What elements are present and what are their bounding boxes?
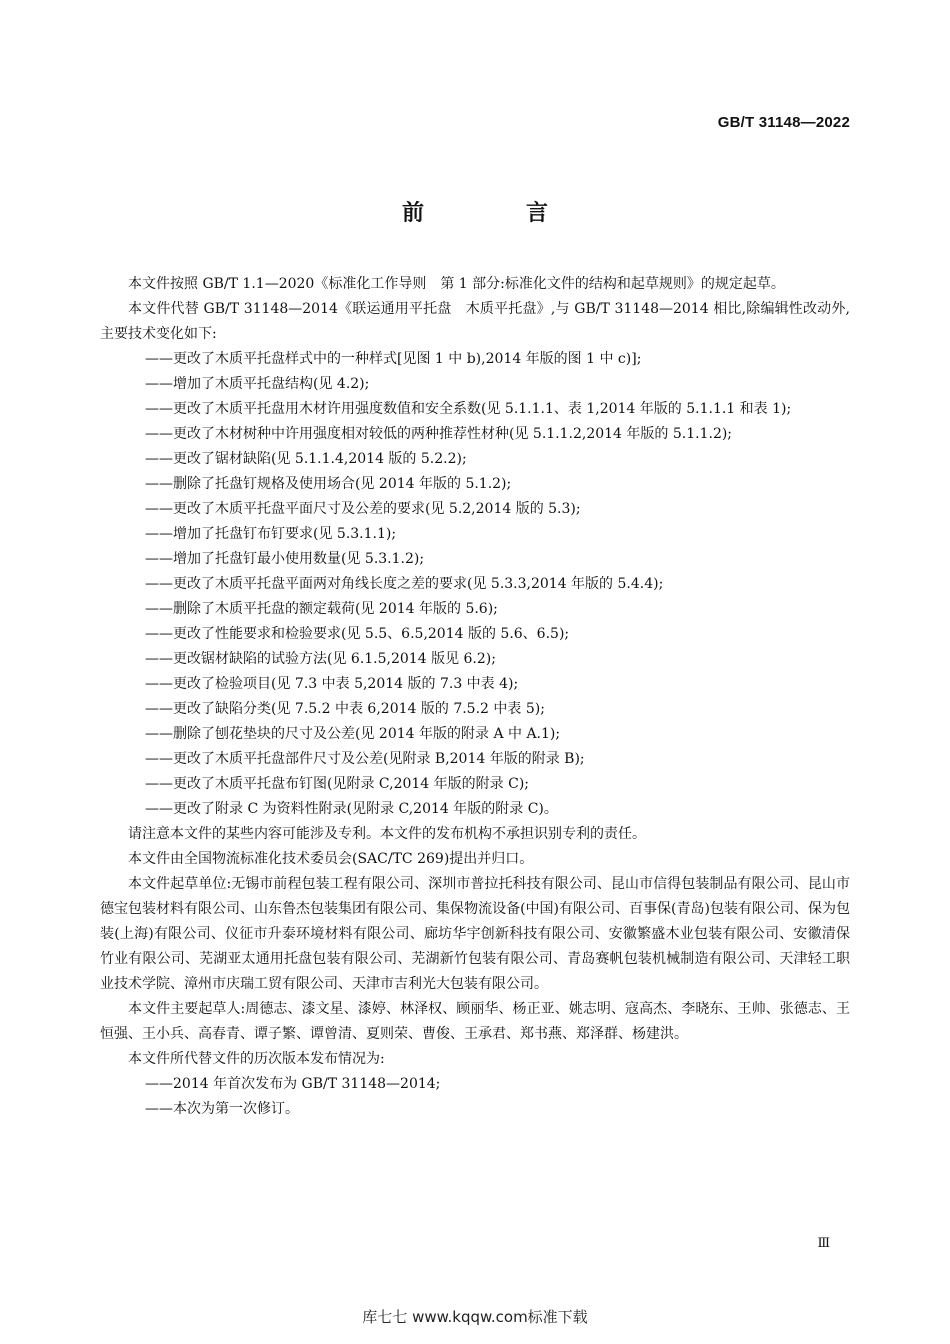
- list-item: ——更改了性能要求和检验要求(见 5.5、6.5,2014 版的 5.6、6.5);: [145, 626, 570, 642]
- paragraph: 本文件起草单位:无锡市前程包装工程有限公司、深圳市普拉托科技有限公司、昆山市信得包装制品有限公司、昆山市德宝包装材料有限公司、山东鲁杰包装集团有限公司、集保物流设备(中国)有限公司、百事保(青岛)包装有限公司、保为包装(上海)有限公司、仪征市升泰环境材料有限公司、廊坊华宇创新科技有限公司、安徽繁盛木业包装有限公司、安徽清保竹业有限公司、芜湖亚太通用托盘包装有限公司、芜湖新竹包装有限公司、青岛赛帆包装机械制造有限公司、天津轻工职业技术学院、漳州市庆瑞工贸有限公司、天津市吉利光大包装有限公司。: [100, 876, 850, 992]
- list-item: ——更改了木质平托盘平面两对角线长度之差的要求(见 5.3.3,2014 年版的 5.4.4);: [145, 576, 664, 592]
- list-item: ——2014 年首次发布为 GB/T 31148—2014;: [145, 1076, 441, 1092]
- list-item: ——更改了附录 C 为资料性附录(见附录 C,2014 年版的附录 C)。: [145, 801, 558, 817]
- paragraph: 请注意本文件的某些内容可能涉及专利。本文件的发布机构不承担识别专利的责任。: [128, 826, 646, 842]
- list-item: ——增加了托盘钉布钉要求(见 5.3.1.1);: [145, 526, 397, 542]
- list-item: ——更改了木质平托盘平面尺寸及公差的要求(见 5.2,2014 版的 5.3);: [145, 501, 581, 517]
- list-item: ——增加了托盘钉最小使用数量(见 5.3.1.2);: [145, 551, 425, 567]
- list-item: ——删除了木质平托盘的额定载荷(见 2014 年版的 5.6);: [145, 601, 498, 617]
- paragraph: 本文件按照 GB/T 1.1—2020《标准化工作导则 第 1 部分:标准化文件的结构和起草规则》的规定起草。: [128, 276, 785, 292]
- list-item: ——更改了锯材缺陷(见 5.1.1.4,2014 版的 5.2.2);: [145, 451, 467, 467]
- standard-code: GB/T 31148—2022: [717, 114, 850, 131]
- list-item: ——更改了木质平托盘样式中的一种样式[见图 1 中 b),2014 年版的图 1 中 c)];: [145, 351, 642, 367]
- paragraph: 本文件代替 GB/T 31148—2014《联运通用平托盘 木质平托盘》,与 GB/T 31148—2014 相比,除编辑性改动外,主要技术变化如下:: [100, 301, 850, 342]
- paragraph: 本文件主要起草人:周德志、漆文星、漆婷、林泽权、顾丽华、杨正亚、姚志明、寇高杰、李晓东、王帅、张德志、王恒强、王小兵、高春青、谭子繁、谭曾清、夏则荣、曹俊、王承君、郑书燕、郑泽群、杨建洪。: [100, 1001, 850, 1042]
- list-item: ——更改了检验项目(见 7.3 中表 5,2014 版的 7.3 中表 4);: [145, 676, 519, 692]
- list-item: ——增加了木质平托盘结构(见 4.2);: [145, 376, 370, 392]
- list-item: ——删除了托盘钉规格及使用场合(见 2014 年版的 5.1.2);: [145, 476, 512, 492]
- footer-watermark: 库七七 www.kqqw.com标准下载: [362, 1308, 588, 1326]
- paragraph: 本文件所代替文件的历次版本发布情况为:: [128, 1051, 385, 1067]
- list-item: ——更改了木质平托盘布钉图(见附录 C,2014 年版的附录 C);: [145, 776, 529, 792]
- list-item: ——删除了刨花垫块的尺寸及公差(见 2014 年版的附录 A 中 A.1);: [145, 726, 561, 742]
- page-number: Ⅲ: [817, 1236, 830, 1251]
- list-item: ——更改锯材缺陷的试验方法(见 6.1.5,2014 版见 6.2);: [145, 651, 496, 667]
- list-item: ——更改了木质平托盘部件尺寸及公差(见附录 B,2014 年版的附录 B);: [145, 751, 585, 767]
- paragraph: 本文件由全国物流标准化技术委员会(SAC/TC 269)提出并归口。: [128, 851, 534, 867]
- list-item: ——更改了木质平托盘用木材许用强度数值和安全系数(见 5.1.1.1、表 1,2014 年版的 5.1.1.1 和表 1);: [145, 401, 792, 417]
- list-item: ——更改了木材树种中许用强度相对较低的两种推荐性材种(见 5.1.1.2,2014 年版的 5.1.1.2);: [145, 426, 733, 442]
- list-item: ——本次为第一次修订。: [145, 1101, 299, 1117]
- document-body: [100, 272, 850, 1122]
- page-title: 前 言: [401, 201, 588, 226]
- list-item: ——更改了缺陷分类(见 7.5.2 中表 6,2014 版的 7.5.2 中表 5);: [145, 701, 545, 717]
